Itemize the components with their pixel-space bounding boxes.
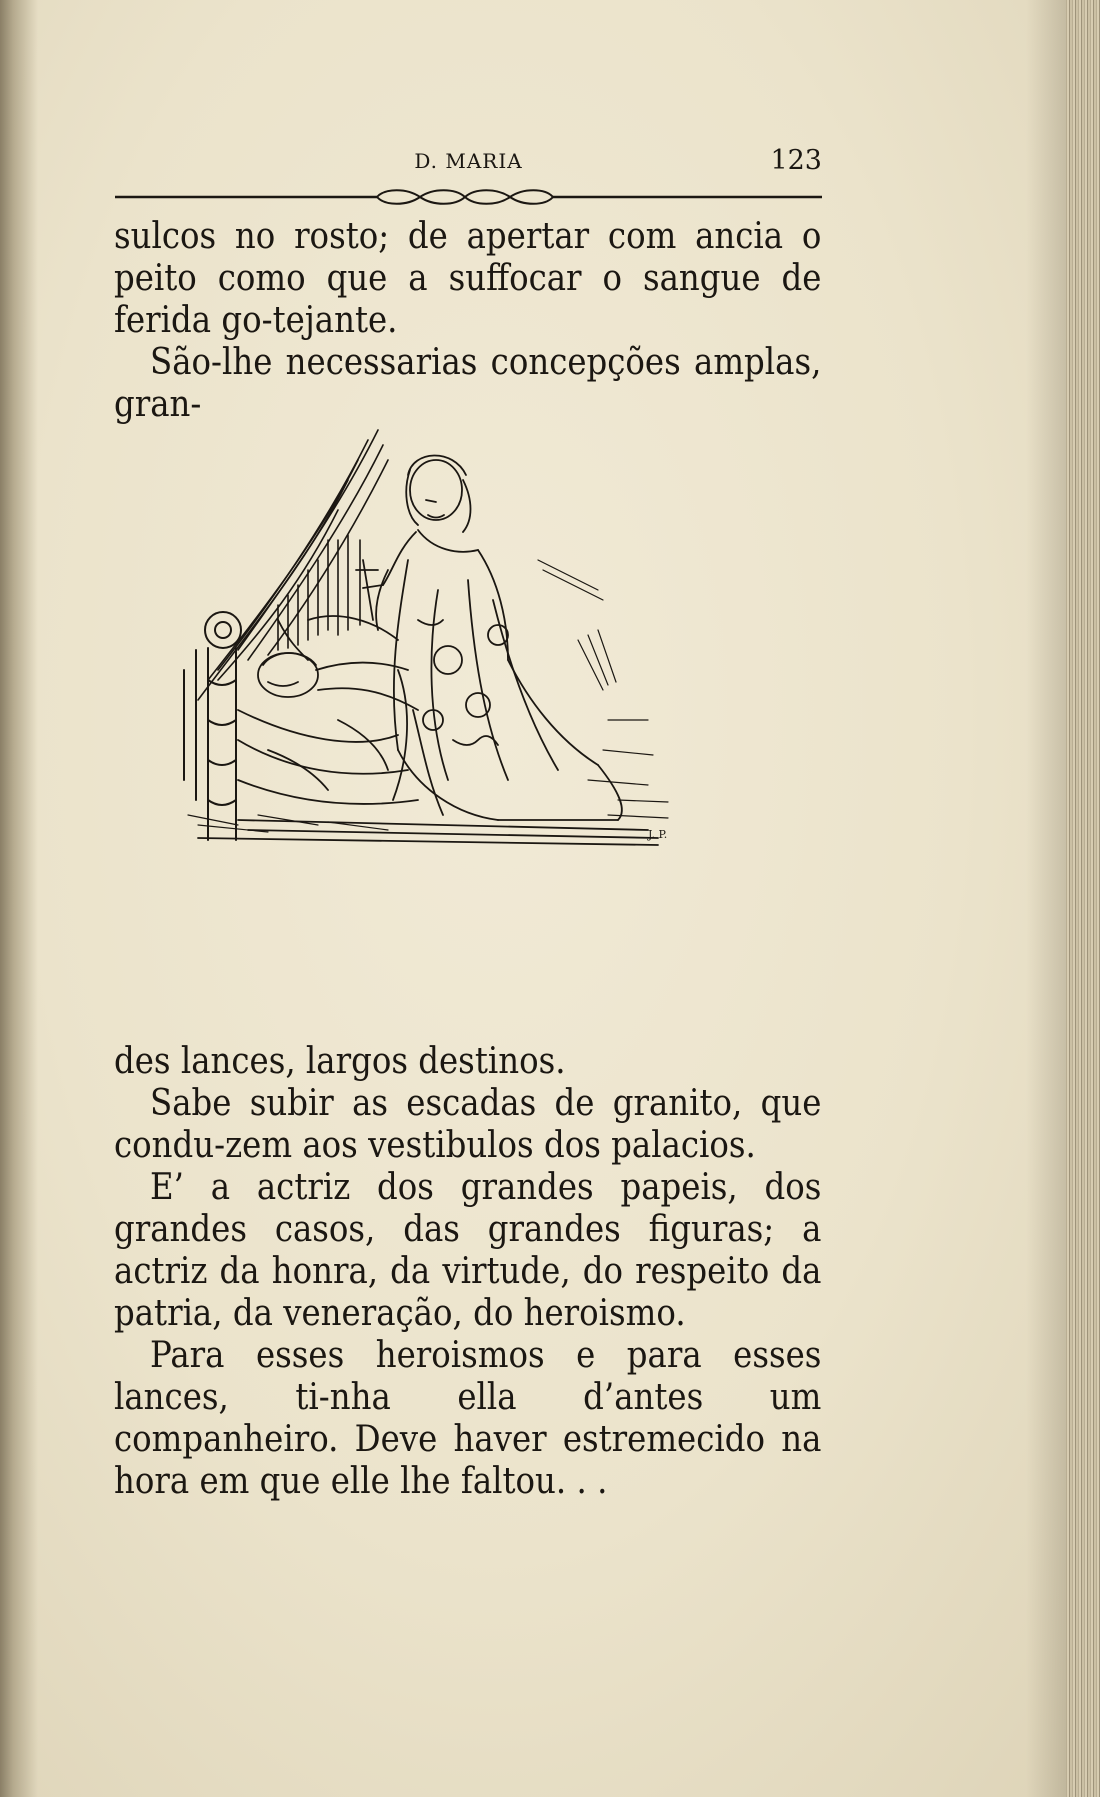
paragraph-bottom-2: Sabe subir as escadas de granito, que condu-zem aos vestibulos dos palacios. <box>114 1083 822 1166</box>
running-head <box>115 143 822 177</box>
paragraph-top-2: São-lhe necessarias concepções amplas, gran- <box>114 342 822 425</box>
ornament-rule <box>115 186 822 208</box>
reclining-figure <box>258 616 443 815</box>
bed-post <box>184 612 241 840</box>
engraver-signature: J. P. <box>648 828 668 841</box>
kneeling-woman <box>356 455 622 820</box>
curtain <box>198 430 388 700</box>
paragraph-bottom-4: Para esses heroismos e para esses lances, ti-nha ella d’antes um companheiro. Deve haver estremecido na hora em que elle lhe faltou. . . <box>114 1335 822 1502</box>
engraving-illustration <box>178 420 758 968</box>
bed <box>198 710 658 845</box>
running-title: D. MARIA <box>414 149 523 173</box>
paragraph-bottom-3: E’ a actriz dos grandes papeis, dos grandes casos, das grandes figuras; a actriz da honra, da virtude, do respeito da patria, da veneração, do heroismo. <box>114 1167 822 1334</box>
text-block-top <box>114 216 821 426</box>
floor-hatching <box>538 560 668 818</box>
paragraph-top-1: sulcos no rosto; de apertar com ancia o peito como que a suffocar o sangue de ferida go-tejante. <box>114 216 822 341</box>
page-number: 123 <box>770 145 822 176</box>
page-edges <box>1066 0 1100 1797</box>
page-edge-shade <box>1026 0 1066 1797</box>
paragraph-bottom-1: des lances, largos destinos. <box>114 1041 566 1082</box>
gutter-shadow <box>0 0 38 1797</box>
text-block-bottom <box>114 1041 821 1503</box>
